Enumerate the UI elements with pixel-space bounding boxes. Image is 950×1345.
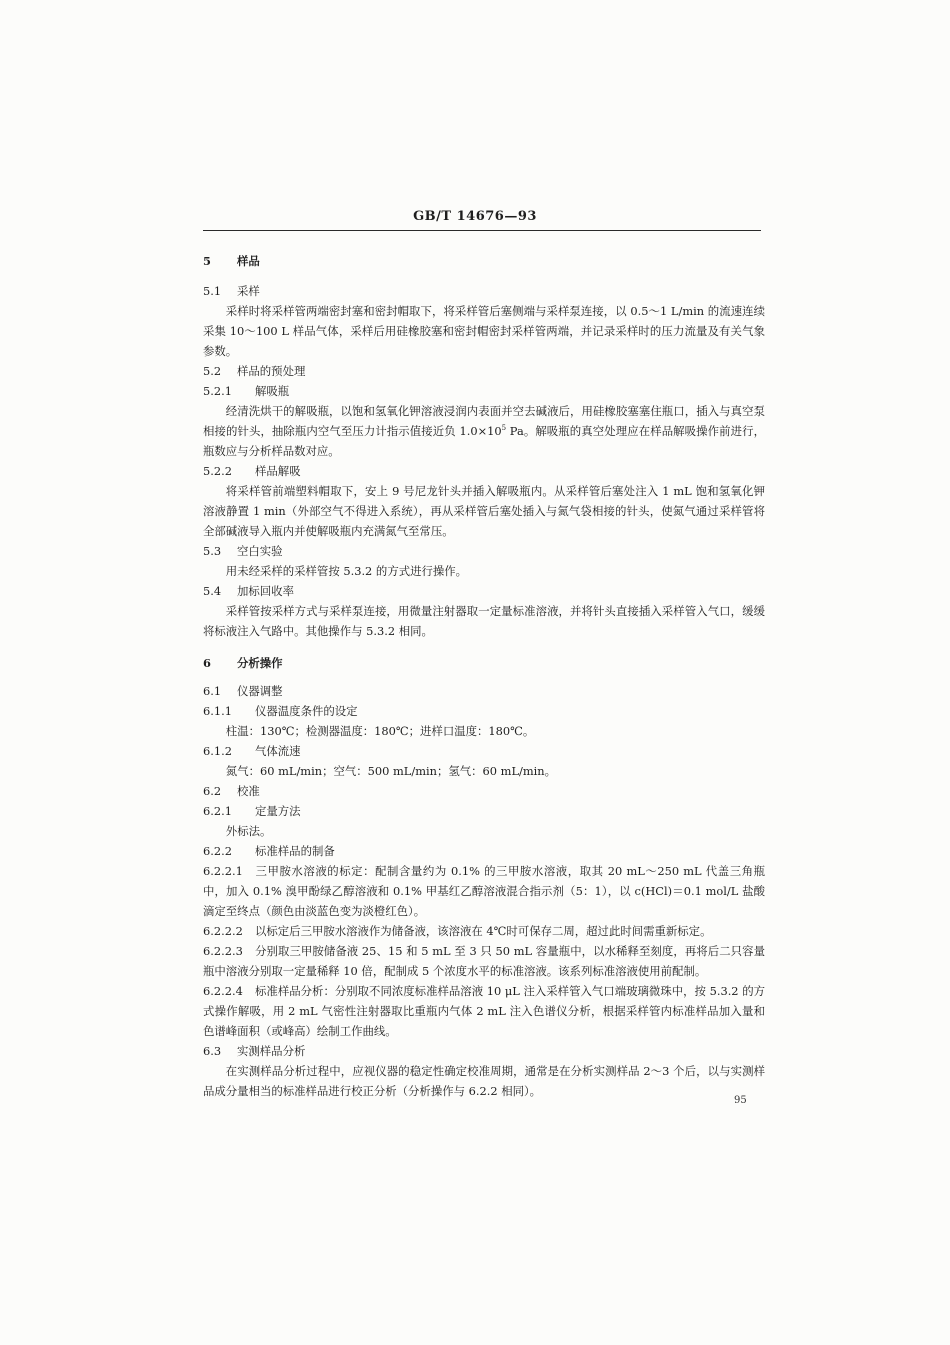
section-6-1-1-heading: 6.1.1 仪器温度条件的设定 bbox=[203, 704, 358, 718]
page-number: 95 bbox=[734, 1095, 747, 1106]
section-5-2-2-heading: 5.2.2 样品解吸 bbox=[203, 464, 301, 478]
section-6-1-2-paragraph: 氮气：60 mL/min；空气：500 mL/min；氢气：60 mL/min。 bbox=[225, 764, 557, 778]
section-6-3-heading: 6.3 实测样品分析 bbox=[203, 1044, 306, 1058]
standard-code: GB/T 14676—93 bbox=[413, 209, 537, 224]
section-6-2-2-2-paragraph: 6.2.2.2 以标定后三甲胺水溶液作为储备液，该溶液在 4℃时可保存二周，超过此时间需重新标定。 bbox=[203, 924, 712, 938]
section-5-2-1-paragraph: 经清洗烘干的解吸瓶，以饱和氢氧化钾溶液浸润内表面并空去碱液后，用硅橡胶塞塞住瓶口，插入与真空泵相接的针头，抽除瓶内空气至压力计指示值接近负 $1.0\times 10^5$ Pa。解吸瓶的真空处理应在样品解吸操作前进行，瓶数应与分析样品数对应。 bbox=[203, 404, 765, 458]
section-6-1-2-heading: 6.1.2 气体流速 bbox=[203, 744, 301, 758]
section-6-heading: 6 分析操作 bbox=[203, 656, 283, 670]
section-5-2-2-paragraph: 将采样管前端塑料帽取下，安上 9 号尼龙针头并插入解吸瓶内。从采样管后塞处注入 1 mL 饱和氢氧化钾溶液静置 1 min（外部空气不得进入系统），再从采样管后塞处插入与氮气袋相接的针头，使氮气通过采样管将全部碱液导入瓶内并使解吸瓶内充满氮气至常压。 bbox=[203, 484, 765, 538]
section-6-2-1-heading: 6.2.1 定量方法 bbox=[203, 804, 301, 818]
section-6-2-2-heading: 6.2.2 标准样品的制备 bbox=[203, 844, 335, 858]
section-6-2-2-3-paragraph: 6.2.2.3 分别取三甲胺储备液 25、15 和 5 mL 至 3 只 50 mL 容量瓶中，以水稀释至刻度，再将后二只容量瓶中溶液分别取一定量稀释 10 倍，配制成 5 个浓度水平的标准溶液。该系列标准溶液使用前配制。 bbox=[203, 944, 765, 978]
section-6-2-heading: 6.2 校准 bbox=[203, 784, 260, 798]
section-6-3-paragraph: 在实测样品分析过程中，应视仪器的稳定性确定校准周期，通常是在分析实测样品 2～3 个后，以与实测样品成分量相当的标准样品进行校正分析（分析操作与 6.2.2 相同）。 bbox=[203, 1064, 765, 1098]
section-6-2-2-1-paragraph: 6.2.2.1 三甲胺水溶液的标定：配制含量约为 0.1% 的三甲胺水溶液，取其 20 mL～250 mL 代盖三角瓶中，加入 0.1% 溴甲酚绿乙醇溶液和 0.1% 甲基红乙醇溶液混合指示剂（5：1），以 c(HCl)＝0.1 mol/L 盐酸滴定至终点（颜色由淡蓝色变为淡橙红色）。 bbox=[203, 864, 765, 918]
section-6-2-2-4-paragraph: 6.2.2.4 标准样品分析：分别取不同浓度标准样品溶液 10 μL 注入采样管入气口端玻璃微珠中，按 5.3.2 的方式操作解吸，用 2 mL 气密性注射器取比重瓶内气体 2 mL 注入色谱仪分析，根据采样管内标准样品加入量和色谱峰面积（或峰高）绘制工作曲线。 bbox=[203, 984, 765, 1038]
section-5-4-heading: 5.4 加标回收率 bbox=[203, 584, 294, 598]
section-6-1-heading: 6.1 仪器调整 bbox=[203, 684, 283, 698]
section-5-1-heading: 5.1 采样 bbox=[203, 284, 260, 298]
section-5-2-1-heading: 5.2.1 解吸瓶 bbox=[203, 384, 290, 398]
section-6-1-1-paragraph: 柱温：130℃；检测器温度：180℃；进样口温度：180℃。 bbox=[225, 724, 535, 738]
header-rule bbox=[203, 230, 761, 231]
section-5-3-heading: 5.3 空白实验 bbox=[203, 544, 283, 558]
section-6-2-1-paragraph: 外标法。 bbox=[225, 824, 272, 838]
section-5-4-paragraph: 采样管按采样方式与采样泵连接，用微量注射器取一定量标准溶液，并将针头直接插入采样管入气口，缓缓将标液注入气路中。其他操作与 5.3.2 相同。 bbox=[203, 604, 765, 638]
document-body bbox=[203, 251, 765, 1101]
section-5-2-heading: 5.2 样品的预处理 bbox=[203, 364, 306, 378]
section-5-3-paragraph: 用未经采样的采样管按 5.3.2 的方式进行操作。 bbox=[225, 564, 468, 578]
section-5-1-paragraph: 采样时将采样管两端密封塞和密封帽取下，将采样管后塞侧端与采样泵连接，以 0.5～1 L/min 的流速连续采集 10～100 L 样品气体，采样后用硅橡胶塞和密封帽密封采样管两端，并记录采样时的压力流量及有关气象参数。 bbox=[203, 304, 765, 358]
section-5-heading: 5 样品 bbox=[203, 254, 260, 268]
